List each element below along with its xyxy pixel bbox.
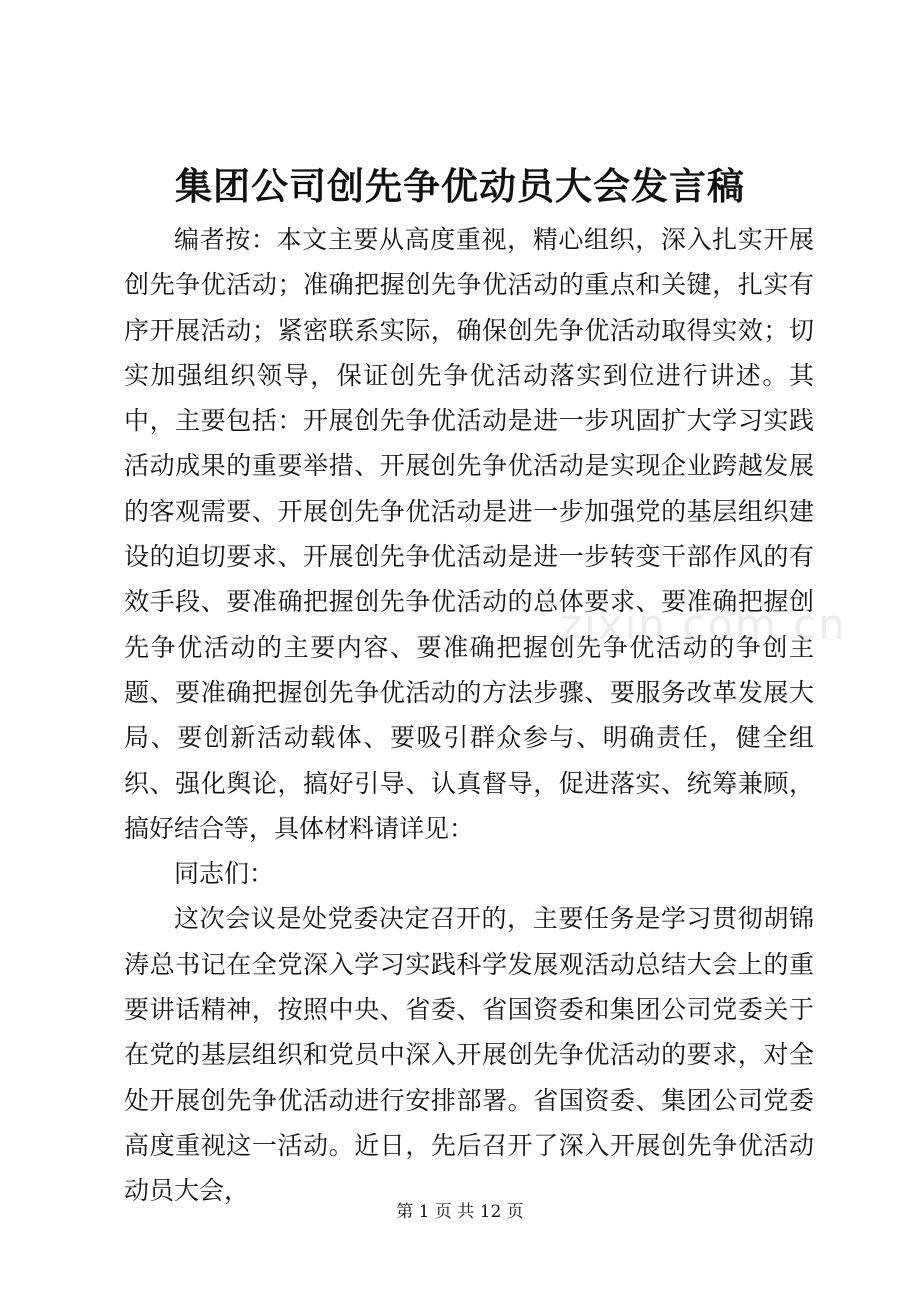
- body-paragraph: 这次会议是处党委决定召开的，主要任务是学习贯彻胡锦涛总书记在全党深入学习实践科学发展观活动总结大会上的重要讲话精神，按照中央、省委、省国资委和集团公司党委关于在党的基层组织和党员中深入开展创先争优活动的要求，对全处开展创先争优活动进行安排部署。省国资委、集团公司党委高度重视这一活动。近日，先后召开了深入开展创先争优活动动员大会，: [124, 904, 814, 1206]
- document-title: 集团公司创先争优动员大会发言稿: [175, 164, 745, 208]
- document-body: [124, 217, 814, 1214]
- salutation-paragraph: 同志们：: [174, 859, 275, 889]
- editor-note-paragraph: 编者按：本文主要从高度重视，精心组织，深入扎实开展创先争优活动；准确把握创先争优活动的重点和关键，扎实有序开展活动；紧密联系实际，确保创先争优活动取得实效；切实加强组织领导，保证创先争优活动落实到位进行讲述。其中，主要包括：开展创先争优活动是进一步巩固扩大学习实践活动成果的重要举措、开展创先争优活动是实现企业跨越发展的客观需要、开展创先争优活动是进一步加强党的基层组织建设的迫切要求、开展创先争优活动是进一步转变干部作风的有效手段、要准确把握创先争优活动的总体要求、要准确把握创先争优活动的主要内容、要准确把握创先争优活动的争创主题、要准确把握创先争优活动的方法步骤、要服务改革发展大局、要创新活动载体、要吸引群众参与、明确责任，健全组织、强化舆论，搞好引导、认真督导，促进落实、统筹兼顾，搞好结合等，具体材料请详见：: [124, 225, 814, 843]
- watermark: zixin.com.cn: [560, 600, 847, 649]
- page-footer: 第 1 页 共 12 页: [396, 1202, 524, 1222]
